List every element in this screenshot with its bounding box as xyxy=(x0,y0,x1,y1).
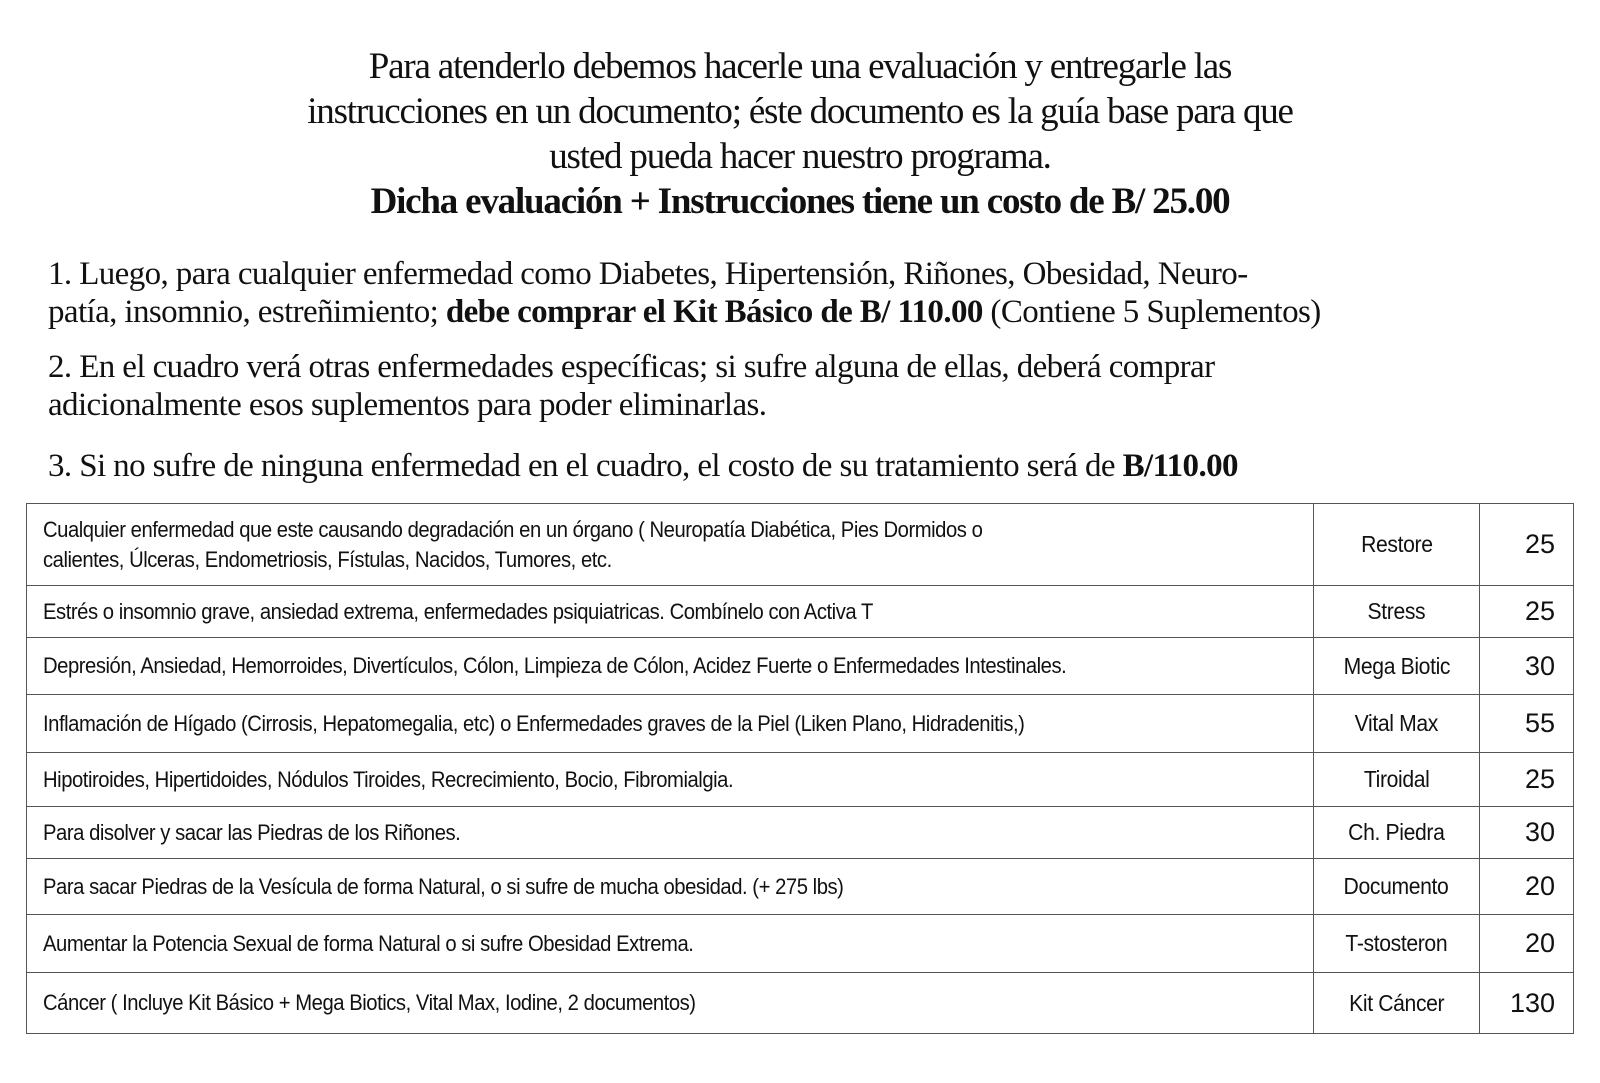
supplement-name: Kit Cáncer xyxy=(1314,973,1480,1034)
condition-description: Hipotiroides, Hipertidoides, Nódulos Tiroides, Recrecimiento, Bocio, Fibromialgia. xyxy=(27,753,1314,807)
supplement-name: Documento xyxy=(1314,859,1480,915)
instruction-text-line2 xyxy=(48,293,1321,331)
intro-line: usted pueda hacer nuestro programa. xyxy=(549,136,1051,177)
condition-description: Inflamación de Hígado (Cirrosis, Hepatomegalia, etc) o Enfermedades graves de la Piel (Liken Plano, Hidradenitis,) xyxy=(27,695,1314,753)
condition-description: Estrés o insomnio grave, ansiedad extrema, enfermedades psiquiatricas. Combínelo con Activa T xyxy=(27,586,1314,638)
table-row xyxy=(27,973,1574,1034)
table-row xyxy=(27,753,1574,807)
table-row xyxy=(27,807,1574,859)
supplement-price: 20 xyxy=(1480,915,1574,973)
table-row xyxy=(27,859,1574,915)
supplement-price: 25 xyxy=(1480,504,1574,586)
supplement-name: Vital Max xyxy=(1314,695,1480,753)
supplement-name: Mega Biotic xyxy=(1314,638,1480,695)
table-row xyxy=(27,695,1574,753)
table-row xyxy=(27,915,1574,973)
instruction-text: 3. Si no sufre de ninguna enfermedad en el cuadro, el costo de su tratamiento será de xyxy=(48,448,1123,484)
supplement-price-table xyxy=(26,503,1574,1034)
instruction-text: patía, insomnio, estreñimiento; xyxy=(48,294,446,330)
condition-description: Depresión, Ansiedad, Hemorroides, Divertículos, Cólon, Limpieza de Cólon, Acidez Fuerte o Enfermedades Intestinales. xyxy=(27,638,1314,695)
supplement-price: 30 xyxy=(1480,638,1574,695)
instruction-text: (Contiene 5 Suplementos) xyxy=(982,294,1321,330)
supplement-price: 130 xyxy=(1480,973,1574,1034)
condition-description: Para disolver y sacar las Piedras de los Riñones. xyxy=(27,807,1314,859)
table-row xyxy=(27,504,1574,586)
supplement-name: Restore xyxy=(1314,504,1480,586)
supplement-name: Stress xyxy=(1314,586,1480,638)
supplement-name: Tiroidal xyxy=(1314,753,1480,807)
table-row xyxy=(27,586,1574,638)
instruction-text: 2. En el cuadro verá otras enfermedades específicas; si sufre alguna de ellas, deberá comprar xyxy=(48,349,1215,385)
condition-description: Cualquier enfermedad que este causando degradación en un órgano ( Neuropatía Diabética, Pies Dormidos o calientes, Úlceras, Endometriosis, Fístulas, Nacidos, Tumores, etc. xyxy=(27,504,1314,586)
supplement-price: 25 xyxy=(1480,753,1574,807)
evaluation-cost-line: Dicha evaluación + Instrucciones tiene un costo de B/ 25.00 xyxy=(370,181,1230,222)
supplement-price: 30 xyxy=(1480,807,1574,859)
supplement-price: 25 xyxy=(1480,586,1574,638)
kit-basic-price-emphasis: debe comprar el Kit Básico de B/ 110.00 xyxy=(445,294,983,330)
instruction-text: adicionalmente esos suplementos para poder eliminarlas. xyxy=(48,387,767,423)
instruction-item-3 xyxy=(48,447,1238,485)
instruction-item-1 xyxy=(48,255,1321,331)
condition-description: Aumentar la Potencia Sexual de forma Natural o si sufre Obesidad Extrema. xyxy=(27,915,1314,973)
instruction-item-2 xyxy=(48,348,1214,424)
supplement-price: 20 xyxy=(1480,859,1574,915)
intro-line: instrucciones en un documento; éste documento es la guía base para que xyxy=(307,91,1293,132)
supplement-price: 55 xyxy=(1480,695,1574,753)
table-row xyxy=(27,638,1574,695)
condition-description: Cáncer ( Incluye Kit Básico + Mega Biotics, Vital Max, Iodine, 2 documentos) xyxy=(27,973,1314,1034)
treatment-cost-emphasis: B/110.00 xyxy=(1122,448,1238,484)
intro-line: Para atenderlo debemos hacerle una evaluación y entregarle las xyxy=(368,46,1232,87)
instruction-text: 1. Luego, para cualquier enfermedad como Diabetes, Hipertensión, Riñones, Obesidad, Neuro- xyxy=(48,256,1248,292)
intro-paragraph xyxy=(40,44,1560,224)
supplement-name: T-stosteron xyxy=(1314,915,1480,973)
supplement-name: Ch. Piedra xyxy=(1314,807,1480,859)
condition-description: Para sacar Piedras de la Vesícula de forma Natural, o si sufre de mucha obesidad. (+ 275 lbs) xyxy=(27,859,1314,915)
